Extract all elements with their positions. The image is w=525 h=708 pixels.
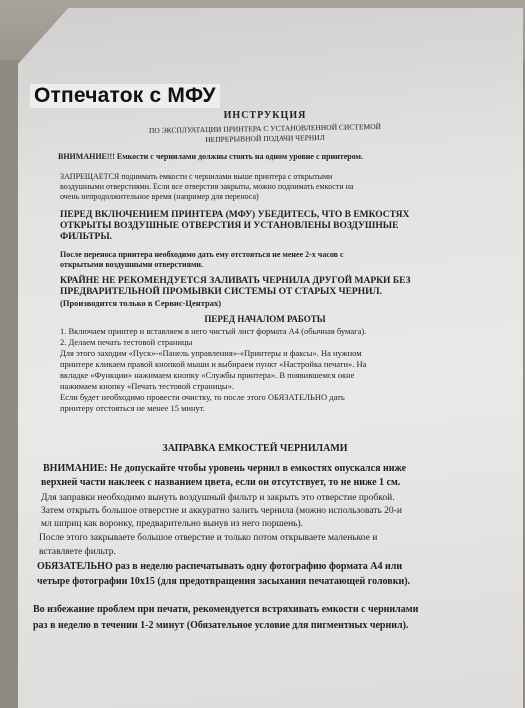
step-line: Для этого заходим «Пуск»-«Панель управления»-«Принтеры и факсы». На нужном: [60, 348, 362, 358]
warning-line: КРАЙНЕ НЕ РЕКОМЕНДУЕТСЯ ЗАЛИВАТЬ ЧЕРНИЛА ДРУГОЙ МАРКИ БЕЗ: [60, 276, 411, 286]
warning-line: (Производится только в Сервис-Центрах): [60, 298, 222, 308]
step-line: принтеру отстояться не менее 15 минут.: [60, 403, 205, 413]
warning-line: ПРЕДВАРИТЕЛЬНОЙ ПРОМЫВКИ СИСТЕМЫ ОТ СТАРЫХ ЧЕРНИЛ.: [60, 287, 382, 297]
warning-line: ОТКРЫТЫ ВОЗДУШНЫЕ ОТВЕРСТИЯ И УСТАНОВЛЕНЫ ВОЗДУШНЫЕ: [60, 221, 399, 231]
step-line: принтере кликаем правой кнопкой мыши и выбираем пункт «Настройка печати». На: [60, 359, 367, 369]
section-heading-before-work: ПЕРЕД НАЧАЛОМ РАБОТЫ: [204, 314, 326, 324]
recommendation-line: Во избежание проблем при печати, рекомендуется встряхивать емкости с чернилами: [33, 604, 419, 615]
step-line: 2. Делаем печать тестовой страницы: [60, 337, 193, 347]
step-line: вставляете фильтр.: [39, 547, 116, 557]
requirement-line: ОБЯЗАТЕЛЬНО раз в неделю распечатывать одну фотографию формата А4 или: [37, 561, 403, 572]
document-page: [33, 0, 515, 700]
document-title: ИНСТРУКЦИЯ: [223, 110, 307, 121]
attention-level-note: ВНИМАНИЕ!!! Емкости с чернилами должны стоять на одном уровне с принтером.: [58, 152, 364, 161]
document-subtitle-line-1: ПО ЭКСПЛУАТАЦИИ ПРИНТЕРА С УСТАНОВЛЕННОЙ СИСТЕМОЙ: [148, 121, 382, 136]
warning-line: ВНИМАНИЕ: Не допускайте чтобы уровень чернил в емкостях опускался ниже: [43, 463, 407, 474]
step-line: мл шприц как воронку, предварительно вынув из него поршень).: [41, 519, 304, 529]
warning-line: ФИЛЬТРЫ.: [60, 232, 113, 242]
requirement-line: четыре фотографии 10х15 (для предотвращения засыхания печатающей головки).: [37, 576, 411, 587]
recommendation-line: раз в неделю в течении 1-2 минут (Обязательное условие для пигментных чернил).: [33, 620, 409, 631]
step-line: После этого закрываете большое отверстие и только потом открываете маленькое и: [39, 533, 378, 543]
warning-line: ПЕРЕД ВКЛЮЧЕНИЕМ ПРИНТЕРА (МФУ) УБЕДИТЕСЬ, ЧТО В ЕМКОСТЯХ: [60, 210, 410, 220]
step-line: Если будет необходимо провести очистку, то после этого ОБЯЗАТЕЛЬНО дать: [60, 392, 345, 402]
paragraph-line: очень непродолжительное время (например для переноса): [60, 192, 259, 201]
document-subtitle-line-2: НЕПРЕРЫВНОЙ ПОДАЧИ ЧЕРНИЛ: [205, 132, 325, 145]
step-line: Для заправки необходимо вынуть воздушный фильтр и закрыть это отверстие пробкой.: [41, 493, 395, 503]
photo-caption: Отпечаток с МФУ: [30, 84, 220, 108]
paragraph-line: открытыми воздушными отверстиями.: [60, 260, 204, 269]
step-line: Затем открыть большое отверстие и аккуратно залить чернила (можно использовать 20-и: [41, 506, 402, 516]
step-line: нажимаем кнопку «Печать тестовой страницы».: [60, 381, 235, 391]
section-heading-refill: ЗАПРАВКА ЕМКОСТЕЙ ЧЕРНИЛАМИ: [162, 443, 348, 454]
paragraph-line: ЗАПРЕЩАЕТСЯ поднимать емкости с чернилами выше принтера с открытыми: [60, 172, 333, 181]
step-line: 1. Включаем принтер и вставляем в него чистый лист формата А4 (обычная бумага).: [60, 326, 367, 336]
paragraph-line: После переноса принтера необходимо дать ему отстояться не менее 2-х часов с: [60, 250, 344, 259]
paragraph-line: воздушными отверстиями. Если все отверстия закрыты, можно поднимать емкости на: [60, 182, 354, 191]
step-line: вкладке «Функции» нажимаем кнопку «Службы принтера». В появившемся окне: [60, 370, 355, 380]
warning-line: верхней части наклеек с названием цвета, если он отсутствует, то не ниже 1 см.: [41, 477, 401, 488]
